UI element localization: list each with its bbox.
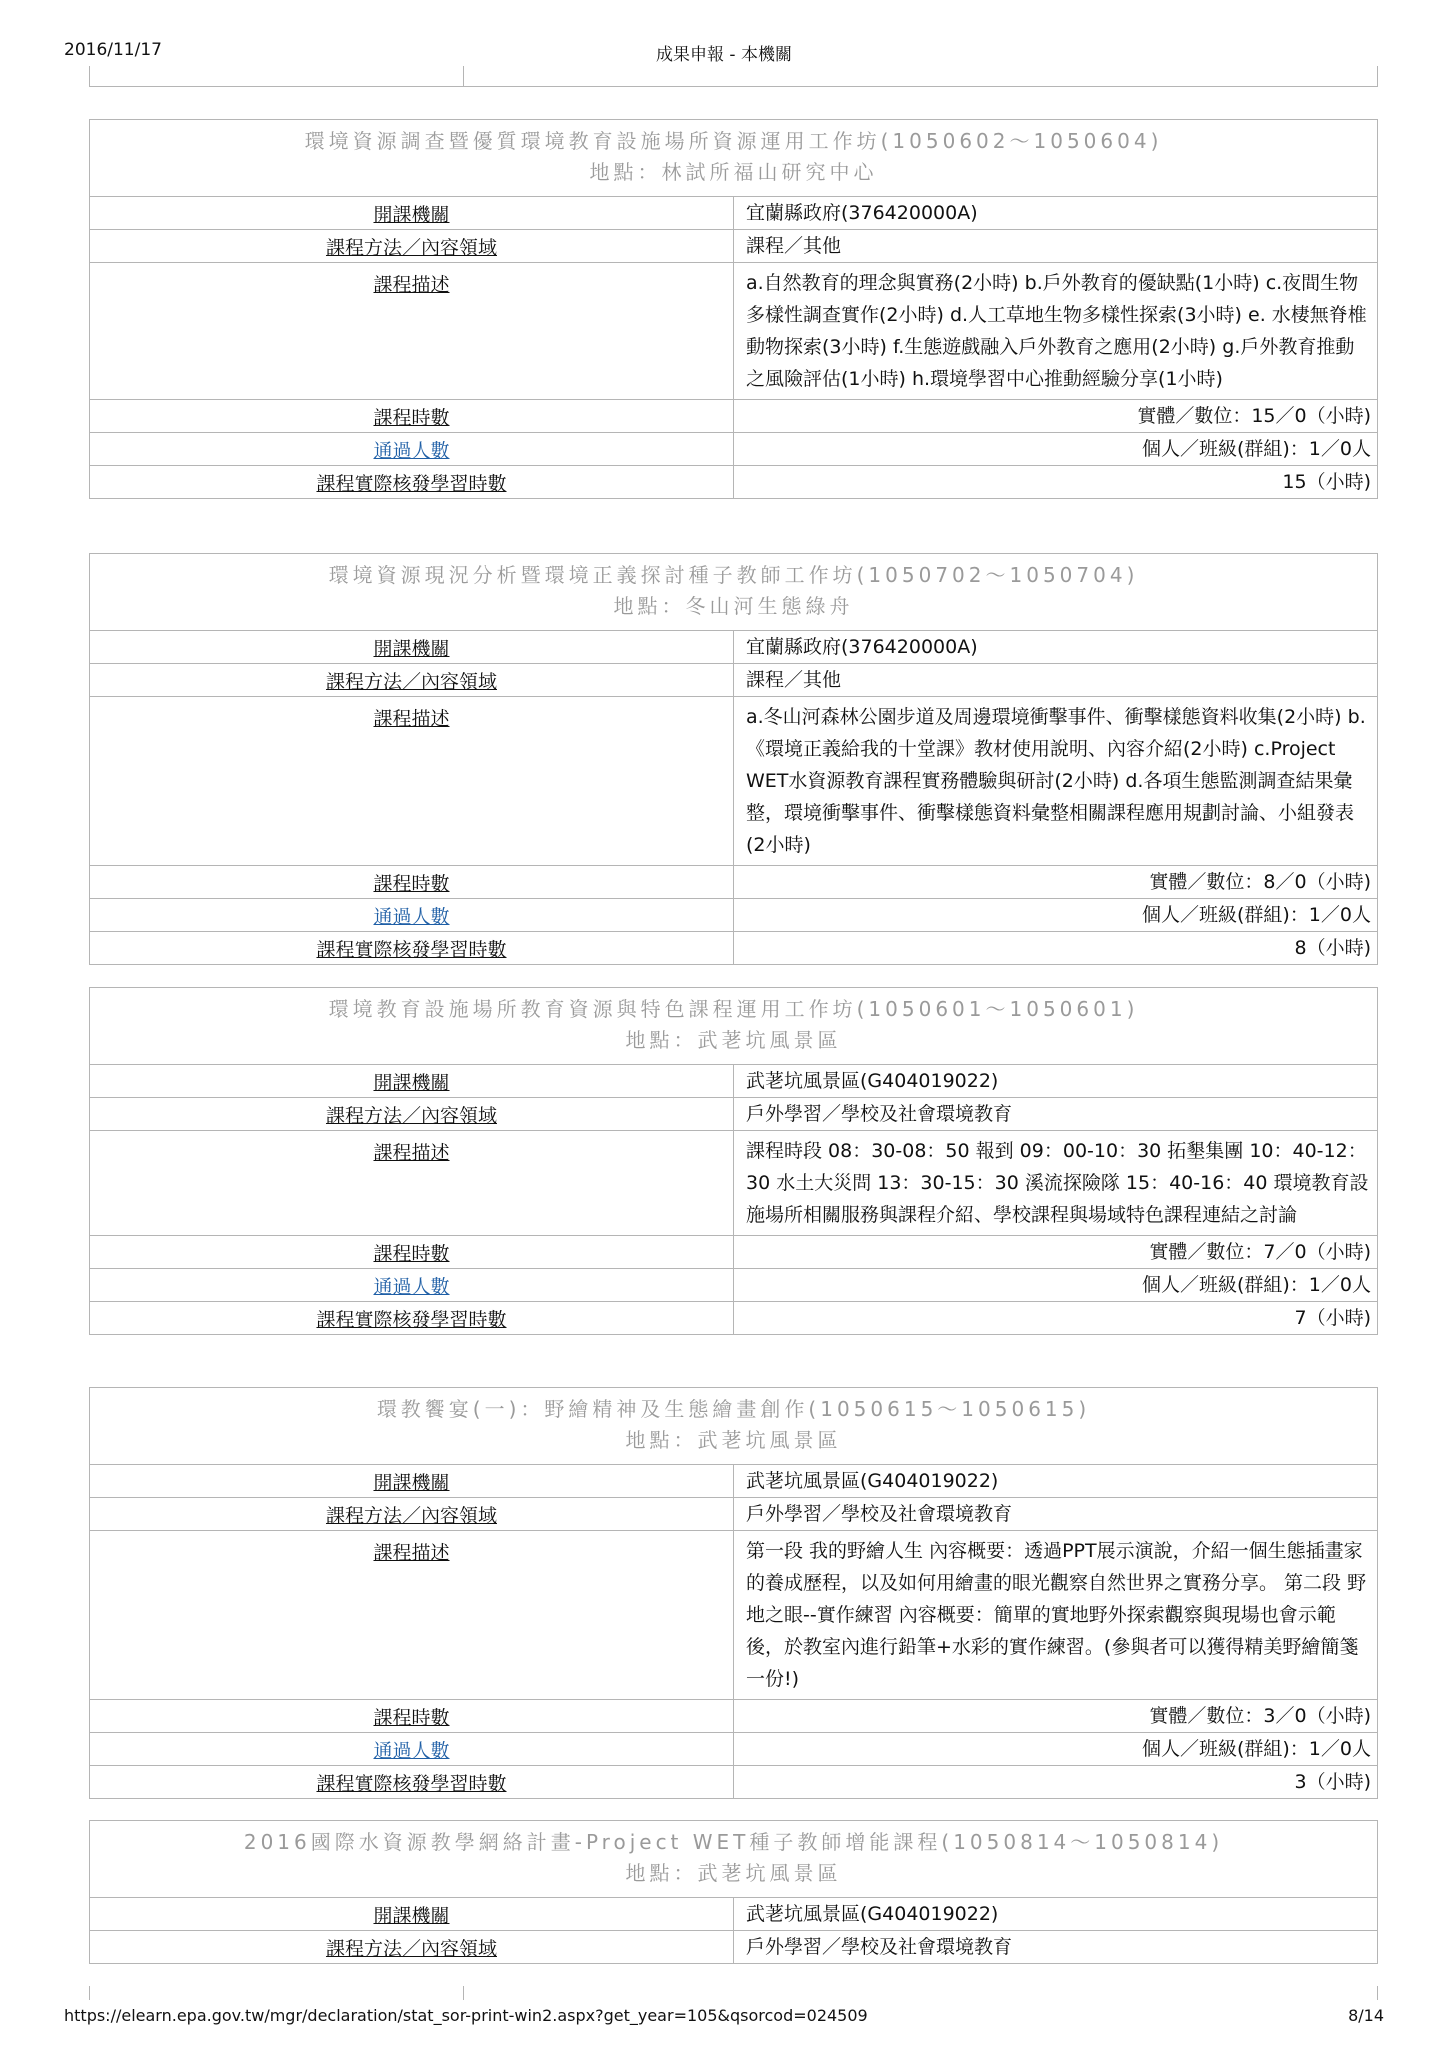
course-title: 環境資源調查暨優質環境教育設施場所資源運用工作坊(1050602～1050604) (304, 129, 1163, 153)
org-label: 開課機關 (90, 1465, 734, 1498)
desc-label: 課程描述 (90, 697, 734, 866)
desc-label: 課程描述 (90, 1531, 734, 1700)
course-title: 環教饗宴(一)：野繪精神及生態繪畫創作(1050615～1050615) (376, 1397, 1091, 1421)
hours-value: 實體／數位：3／0（小時) (734, 1700, 1378, 1733)
course-location: 地點：冬山河生態綠舟 (613, 594, 854, 618)
actual-hours-value: 3（小時) (734, 1766, 1378, 1799)
hours-label: 課程時數 (90, 1236, 734, 1269)
org-label: 開課機關 (90, 1065, 734, 1098)
course-title: 環境教育設施場所教育資源與特色課程運用工作坊(1050601～1050601) (328, 997, 1139, 1021)
course-heading (90, 120, 1378, 197)
hours-label: 課程時數 (90, 866, 734, 899)
org-value: 武荖坑風景區(G404019022) (734, 1465, 1378, 1498)
method-label: 課程方法／內容領域 (90, 1931, 734, 1964)
passed-link[interactable]: 通過人數 (90, 1269, 734, 1302)
course-location: 地點：林試所福山研究中心 (589, 160, 878, 184)
course-table (89, 119, 1378, 499)
previous-table-end (89, 66, 1378, 87)
passed-link[interactable]: 通過人數 (90, 1733, 734, 1766)
print-header (64, 40, 1384, 64)
desc-label: 課程描述 (90, 1131, 734, 1236)
print-footer (64, 2006, 1384, 2030)
page-number: 8/14 (1348, 2006, 1384, 2025)
actual-hours-label: 課程實際核發學習時數 (90, 1766, 734, 1799)
passed-link[interactable]: 通過人數 (90, 433, 734, 466)
print-url: https://elearn.epa.gov.tw/mgr/declaration/stat_sor-print-win2.aspx?get_year=105&qsorcod=024509 (64, 2006, 868, 2025)
course-location: 地點：武荖坑風景區 (625, 1428, 842, 1452)
actual-hours-value: 8（小時) (734, 932, 1378, 965)
course-heading (90, 1821, 1378, 1898)
course-table (89, 987, 1378, 1335)
actual-hours-label: 課程實際核發學習時數 (90, 932, 734, 965)
org-value: 宜蘭縣政府(376420000A) (734, 631, 1378, 664)
passed-value: 個人／班級(群組)：1／0人 (734, 1733, 1378, 1766)
course-table (89, 1820, 1378, 1964)
method-value: 戶外學習／學校及社會環境教育 (734, 1931, 1378, 1964)
table-continues (89, 1986, 1378, 2000)
actual-hours-label: 課程實際核發學習時數 (90, 466, 734, 499)
desc-value: 課程時段 08：30-08：50 報到 09：00-10：30 拓墾集團 10：40-12：30 水土大災問 13：30-15：30 溪流探險隊 15：40-16：40 環境教育設施場所相關服務與課程介紹、學校課程與場域特色課程連結之討論 (734, 1131, 1378, 1236)
passed-link[interactable]: 通過人數 (90, 899, 734, 932)
org-label: 開課機關 (90, 197, 734, 230)
method-label: 課程方法／內容領域 (90, 1498, 734, 1531)
hours-value: 實體／數位：8／0（小時) (734, 866, 1378, 899)
course-heading (90, 1388, 1378, 1465)
hours-label: 課程時數 (90, 400, 734, 433)
method-value: 課程／其他 (734, 664, 1378, 697)
hours-value: 實體／數位：7／0（小時) (734, 1236, 1378, 1269)
course-location: 地點：武荖坑風景區 (625, 1861, 842, 1885)
method-value: 戶外學習／學校及社會環境教育 (734, 1098, 1378, 1131)
passed-value: 個人／班級(群組)：1／0人 (734, 899, 1378, 932)
org-value: 武荖坑風景區(G404019022) (734, 1065, 1378, 1098)
course-location: 地點：武荖坑風景區 (625, 1028, 842, 1052)
print-title: 成果申報 - 本機關 (656, 45, 792, 65)
course-table (89, 1387, 1378, 1799)
desc-value: a.冬山河森林公園步道及周邊環境衝擊事件、衝擊樣態資料收集(2小時) b.《環境正義給我的十堂課》教材使用說明、內容介紹(2小時) c.Project WET水資源教育課程實務體驗與研討(2小時) d.各項生態監測調查結果彙整，環境衝擊事件、衝擊樣態資料彙整相關課程應用規劃討論、小組發表(2小時) (734, 697, 1378, 866)
org-value: 宜蘭縣政府(376420000A) (734, 197, 1378, 230)
course-table (89, 553, 1378, 965)
actual-hours-label: 課程實際核發學習時數 (90, 1302, 734, 1335)
desc-value: 第一段 我的野繪人生 內容概要：透過PPT展示演說，介紹一個生態插畫家的養成歷程，以及如何用繪畫的眼光觀察自然世界之實務分享。 第二段 野地之眼--實作練習 內容概要：簡單的實地野外探索觀察與現場也會示範後，於教室內進行鉛筆+水彩的實作練習。(參與者可以獲得精美野繪簡箋一份!) (734, 1531, 1378, 1700)
method-label: 課程方法／內容領域 (90, 1098, 734, 1131)
desc-value: a.自然教育的理念與實務(2小時) b.戶外教育的優缺點(1小時) c.夜間生物多樣性調查實作(2小時) d.人工草地生物多樣性探索(3小時) e. 水棲無脊椎動物探索(3小時) f.生態遊戲融入戶外教育之應用(2小時) g.戶外教育推動之風險評估(1小時) h.環境學習中心推動經驗分享(1小時) (734, 263, 1378, 400)
org-value: 武荖坑風景區(G404019022) (734, 1898, 1378, 1931)
hours-value: 實體／數位：15／0（小時) (734, 400, 1378, 433)
course-heading (90, 554, 1378, 631)
course-heading (90, 988, 1378, 1065)
desc-label: 課程描述 (90, 263, 734, 400)
method-label: 課程方法／內容領域 (90, 230, 734, 263)
method-label: 課程方法／內容領域 (90, 664, 734, 697)
org-label: 開課機關 (90, 631, 734, 664)
hours-label: 課程時數 (90, 1700, 734, 1733)
method-value: 戶外學習／學校及社會環境教育 (734, 1498, 1378, 1531)
passed-value: 個人／班級(群組)：1／0人 (734, 1269, 1378, 1302)
course-title: 環境資源現況分析暨環境正義探討種子教師工作坊(1050702～1050704) (328, 563, 1139, 587)
actual-hours-value: 15（小時) (734, 466, 1378, 499)
method-value: 課程／其他 (734, 230, 1378, 263)
org-label: 開課機關 (90, 1898, 734, 1931)
print-date: 2016/11/17 (64, 40, 162, 60)
passed-value: 個人／班級(群組)：1／0人 (734, 433, 1378, 466)
course-title: 2016國際水資源教學網絡計畫-Project WET種子教師增能課程(1050814～1050814) (243, 1830, 1224, 1854)
actual-hours-value: 7（小時) (734, 1302, 1378, 1335)
